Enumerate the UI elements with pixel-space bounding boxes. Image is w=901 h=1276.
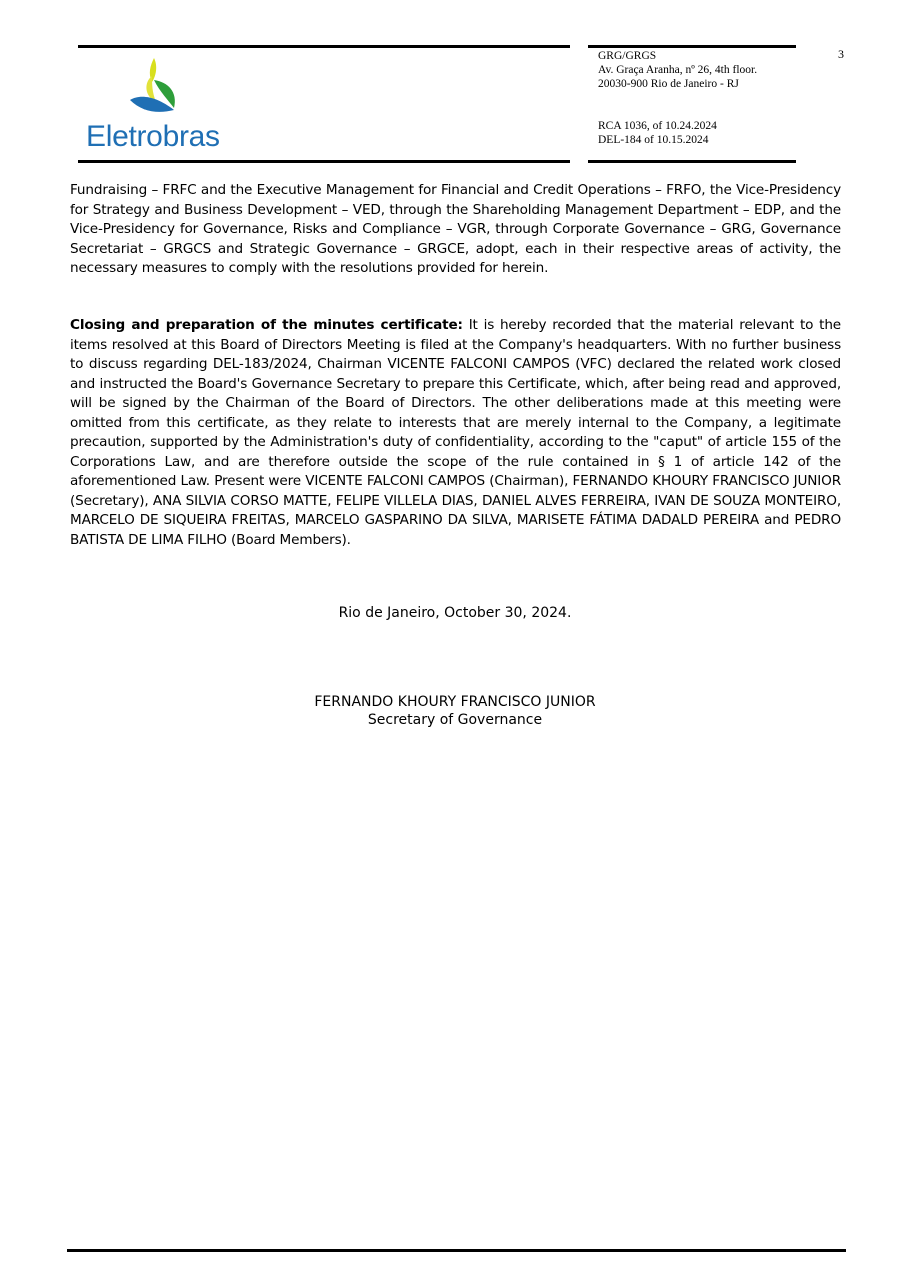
address-street: Av. Graça Aranha, nº 26, 4th floor.	[598, 64, 758, 76]
header-rule-left-bottom	[78, 160, 570, 163]
reference-rca: RCA 1036, of 10.24.2024	[598, 120, 717, 132]
eletrobras-logo	[82, 52, 242, 156]
header-rule-right-bottom	[588, 160, 796, 163]
signatory-title: Secretary of Governance	[367, 712, 543, 728]
address-unit: GRG/GRGS	[598, 50, 657, 62]
paragraph-closing-heading: Closing and preparation of the minutes certificate:	[70, 317, 463, 333]
logo-mark-icon	[82, 52, 242, 122]
paragraph-closing	[70, 316, 841, 550]
address-block	[598, 49, 798, 91]
logo-wordmark: Eletrobras	[86, 120, 220, 153]
footer-rule	[67, 1249, 846, 1252]
place-date: Rio de Janeiro, October 30, 2024.	[338, 605, 572, 621]
paragraph-continuation: Fundraising – FRFC and the Executive Management for Financial and Credit Operations – FRFO, the Vice-Presidency for Strategy and Business Development – VED, through the Shareholding Management Department – EDP, and the Vice-Presidency for Governance, Risks and Compliance – VGR, through Corporate Governance – GRG, Governance Secretariat – GRGCS and Strategic Governance – GRGCE, adopt, each in their respective areas of activity, the necessary measures to comply with the resolutions provided for herein.	[70, 182, 841, 276]
header-rule-right-top	[588, 45, 796, 48]
signatory-name: FERNANDO KHOURY FRANCISCO JUNIOR	[314, 694, 596, 710]
header-rule-left-top	[78, 45, 570, 48]
reference-block	[598, 119, 798, 147]
address-city: 20030-900 Rio de Janeiro - RJ	[598, 78, 739, 90]
paragraph-closing-text: It is hereby recorded that the material relevant to the items resolved at this Board of Directors Meeting is filed at the Company's headquarters. With no further business to discuss regarding DEL-183/2024, Chairman VICENTE FALCONI CAMPOS (VFC) declared the related work closed and instructed the Board's Governance Secretary to prepare this Certificate, which, after being read and approved, will be signed by the Chairman of the Board of Directors. The other deliberations made at this meeting were omitted from this certificate, as they relate to interests that are merely internal to the Company, a legitimate precaution, supported by the Administration's duty of confidentiality, according to the "caput" of article 155 of the Corporations Law, and are therefore outside the scope of the rule contained in § 1 of article 142 of the aforementioned Law. Present were VICENTE FALCONI CAMPOS (Chairman), FERNANDO KHOURY FRANCISCO JUNIOR (Secretary), ANA SILVIA CORSO MATTE, FELIPE VILLELA DIAS, DANIEL ALVES FERREIRA, IVAN DE SOUZA MONTEIRO, MARCELO DE SIQUEIRA FREITAS, MARCELO GASPARINO DA SILVA, MARISETE FÁTIMA DADALD PEREIRA and PEDRO BATISTA DE LIMA FILHO (Board Members).	[70, 317, 842, 548]
reference-del: DEL-184 of 10.15.2024	[598, 134, 709, 146]
page-number: 3	[838, 47, 844, 61]
